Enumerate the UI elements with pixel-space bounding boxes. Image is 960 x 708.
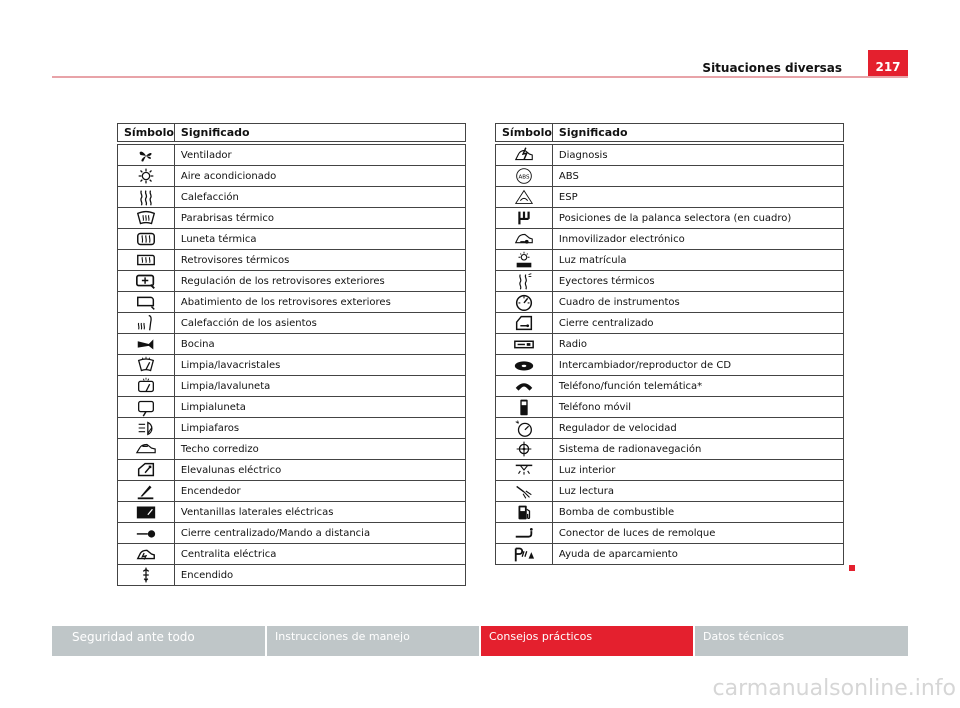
meaning-cell: Inmovilizador electrónico xyxy=(552,229,843,250)
symbol-cell xyxy=(496,166,553,187)
meaning-cell: Intercambiador/reproductor de CD xyxy=(552,355,843,376)
table-row xyxy=(496,418,844,439)
meaning-cell: Calefacción de los asientos xyxy=(174,313,465,334)
plate-light-icon xyxy=(513,250,535,270)
symbol-cell xyxy=(496,292,553,313)
symbol-cell xyxy=(496,439,553,460)
meaning-cell: Luneta térmica xyxy=(174,229,465,250)
meaning-cell: Regulación de los retrovisores exteriores xyxy=(174,271,465,292)
meaning-cell: Centralita eléctrica xyxy=(174,544,465,565)
symbol-cell xyxy=(118,292,175,313)
meaning-cell: Ventilador xyxy=(174,143,465,166)
symbol-cell xyxy=(496,355,553,376)
rear-window-heat-icon xyxy=(135,229,157,249)
heating-icon xyxy=(135,187,157,207)
meaning-cell: Calefacción xyxy=(174,187,465,208)
meaning-cell: Abatimiento de los retrovisores exteriores xyxy=(174,292,465,313)
immobilizer-icon xyxy=(513,229,535,249)
table-row xyxy=(496,166,844,187)
table-row xyxy=(118,376,466,397)
page-number: 217 xyxy=(868,50,908,76)
svg-text:ABS: ABS xyxy=(518,174,530,181)
table-row xyxy=(496,143,844,166)
navigation-icon xyxy=(513,439,535,459)
symbol-cell xyxy=(496,502,553,523)
meaning-cell: Retrovisores térmicos xyxy=(174,250,465,271)
symbol-cell xyxy=(496,481,553,502)
meaning-cell: Ventanillas laterales eléctricas xyxy=(174,502,465,523)
table-row xyxy=(118,355,466,376)
table-row xyxy=(496,334,844,355)
header-rule xyxy=(52,76,908,78)
table-row xyxy=(496,439,844,460)
lighter-icon xyxy=(135,481,157,501)
symbol-cell xyxy=(496,187,553,208)
fan-icon xyxy=(135,145,157,165)
symbol-cell xyxy=(118,523,175,544)
table-row xyxy=(496,313,844,334)
meaning-cell: Encendido xyxy=(174,565,465,586)
meaning-cell: Limpiafaros xyxy=(174,418,465,439)
table-row xyxy=(118,143,466,166)
esp-icon xyxy=(513,187,535,207)
central-lock-icon xyxy=(513,313,535,333)
trailer-connector-icon xyxy=(513,523,535,543)
meaning-cell: Posiciones de la palanca selectora (en cuadro) xyxy=(552,208,843,229)
symbol-cell xyxy=(118,208,175,229)
reading-light-icon xyxy=(513,481,535,501)
meaning-cell: Aire acondicionado xyxy=(174,166,465,187)
symbol-cell xyxy=(118,376,175,397)
symbol-cell xyxy=(118,502,175,523)
table-row xyxy=(496,292,844,313)
rear-wiper-icon xyxy=(135,397,157,417)
table-row xyxy=(118,439,466,460)
meaning-cell: Techo corredizo xyxy=(174,439,465,460)
meaning-cell: Radio xyxy=(552,334,843,355)
symbol-cell xyxy=(118,565,175,586)
fuel-pump-icon xyxy=(513,502,535,522)
symbol-cell xyxy=(118,143,175,166)
mirror-fold-icon xyxy=(135,292,157,312)
symbol-cell xyxy=(496,334,553,355)
symbol-cell xyxy=(118,166,175,187)
symbol-cell xyxy=(496,418,553,439)
table-row xyxy=(496,250,844,271)
mobile-phone-icon xyxy=(513,397,535,417)
windscreen-heat-icon xyxy=(135,208,157,228)
snowflake-icon xyxy=(135,166,157,186)
table-row xyxy=(118,334,466,355)
symbol-cell xyxy=(118,397,175,418)
table-row xyxy=(496,229,844,250)
instrument-cluster-icon xyxy=(513,292,535,312)
table-row xyxy=(118,271,466,292)
control-unit-icon xyxy=(135,544,157,564)
table-row xyxy=(496,376,844,397)
meaning-cell: Bocina xyxy=(174,334,465,355)
table-row xyxy=(118,187,466,208)
table-row xyxy=(496,397,844,418)
ignition-icon xyxy=(135,565,157,585)
symbol-cell xyxy=(496,544,553,565)
symbol-cell xyxy=(118,250,175,271)
symbol-cell xyxy=(118,271,175,292)
table-header-row xyxy=(118,124,466,144)
table-row xyxy=(496,502,844,523)
rear-washer-icon xyxy=(135,376,157,396)
table-row xyxy=(496,544,844,565)
symbol-cell xyxy=(118,544,175,565)
meaning-cell: Bomba de combustible xyxy=(552,502,843,523)
windscreen-washer-icon xyxy=(135,355,157,375)
symbol-cell xyxy=(496,460,553,481)
table-row xyxy=(496,481,844,502)
telephone-icon xyxy=(513,376,535,396)
footer-tab-technical-data[interactable]: Datos técnicos xyxy=(695,626,908,656)
table-row xyxy=(496,271,844,292)
footer-tab-operation[interactable]: Instrucciones de manejo xyxy=(267,626,479,656)
meaning-cell: Diagnosis xyxy=(552,143,843,166)
symbol-cell xyxy=(496,143,553,166)
table-row xyxy=(118,313,466,334)
side-window-icon xyxy=(135,502,157,522)
power-window-icon xyxy=(135,460,157,480)
meaning-cell: Encendedor xyxy=(174,481,465,502)
table-row xyxy=(118,292,466,313)
meaning-column-header: Significado xyxy=(552,124,843,144)
section-title: Situaciones diversas xyxy=(702,61,842,75)
table-row xyxy=(496,460,844,481)
mirror-heat-icon xyxy=(135,250,157,270)
table-row xyxy=(118,250,466,271)
meaning-cell: Conector de luces de remolque xyxy=(552,523,843,544)
symbol-cell xyxy=(496,208,553,229)
meaning-cell: Elevalunas eléctrico xyxy=(174,460,465,481)
symbol-cell xyxy=(496,271,553,292)
seat-heat-icon xyxy=(135,313,157,333)
meaning-cell: Limpia/lavacristales xyxy=(174,355,465,376)
watermark: carmanualsonline.info xyxy=(712,676,956,701)
meaning-cell: Eyectores térmicos xyxy=(552,271,843,292)
symbol-cell xyxy=(496,313,553,334)
table-row xyxy=(118,166,466,187)
symbol-column-header: Símbolo xyxy=(496,124,553,144)
sunroof-icon xyxy=(135,439,157,459)
symbol-cell xyxy=(118,313,175,334)
footer-tab-safety[interactable]: Seguridad ante todo xyxy=(52,626,265,656)
mirror-adjust-icon xyxy=(135,271,157,291)
meaning-cell: Luz matrícula xyxy=(552,250,843,271)
symbol-cell xyxy=(496,250,553,271)
table-row xyxy=(118,502,466,523)
meaning-cell: ABS xyxy=(552,166,843,187)
table-row xyxy=(118,523,466,544)
table-row xyxy=(118,565,466,586)
table-row xyxy=(118,229,466,250)
meaning-cell: Cierre centralizado xyxy=(552,313,843,334)
table-row xyxy=(118,418,466,439)
symbol-cell xyxy=(496,397,553,418)
horn-icon xyxy=(135,334,157,354)
diagnosis-icon xyxy=(513,145,535,165)
table-header-row xyxy=(496,124,844,144)
meaning-cell: Luz interior xyxy=(552,460,843,481)
table-row xyxy=(118,397,466,418)
table-row xyxy=(496,208,844,229)
heated-jets-icon xyxy=(513,271,535,291)
meaning-cell: Regulador de velocidad xyxy=(552,418,843,439)
table-row xyxy=(118,208,466,229)
radio-icon xyxy=(513,334,535,354)
table-row xyxy=(118,481,466,502)
table-row xyxy=(118,460,466,481)
meaning-cell: Sistema de radionavegación xyxy=(552,439,843,460)
meaning-cell: Parabrisas térmico xyxy=(174,208,465,229)
symbol-table-right xyxy=(495,123,844,565)
symbol-cell xyxy=(118,229,175,250)
symbol-cell xyxy=(118,355,175,376)
meaning-cell: Teléfono/función telemática* xyxy=(552,376,843,397)
end-of-section-marker xyxy=(849,565,855,571)
meaning-cell: Ayuda de aparcamiento xyxy=(552,544,843,565)
symbol-cell xyxy=(118,460,175,481)
symbol-cell xyxy=(496,523,553,544)
symbol-cell xyxy=(118,481,175,502)
meaning-cell: Cierre centralizado/Mando a distancia xyxy=(174,523,465,544)
interior-light-icon xyxy=(513,460,535,480)
meaning-cell: Limpia/lavaluneta xyxy=(174,376,465,397)
cd-changer-icon xyxy=(513,355,535,375)
meaning-cell: Cuadro de instrumentos xyxy=(552,292,843,313)
headlight-washer-icon xyxy=(135,418,157,438)
meaning-column-header: Significado xyxy=(174,124,465,144)
symbol-cell xyxy=(118,418,175,439)
meaning-cell: ESP xyxy=(552,187,843,208)
footer-tab-practical-tips[interactable]: Consejos prácticos xyxy=(481,626,693,656)
abs-icon xyxy=(513,166,535,186)
parking-aid-icon xyxy=(513,544,535,564)
symbol-cell xyxy=(118,187,175,208)
table-row xyxy=(496,187,844,208)
meaning-cell: Luz lectura xyxy=(552,481,843,502)
meaning-cell: Limpialuneta xyxy=(174,397,465,418)
symbol-column-header: Símbolo xyxy=(118,124,175,144)
table-row xyxy=(496,355,844,376)
table-row xyxy=(118,544,466,565)
meaning-cell: Teléfono móvil xyxy=(552,397,843,418)
symbol-cell xyxy=(118,439,175,460)
gear-selector-icon xyxy=(513,208,535,228)
remote-key-icon xyxy=(135,523,157,543)
symbol-cell xyxy=(496,229,553,250)
symbol-cell xyxy=(496,376,553,397)
table-row xyxy=(496,523,844,544)
symbol-table-left xyxy=(117,123,466,586)
cruise-control-icon xyxy=(513,418,535,438)
symbol-cell xyxy=(118,334,175,355)
